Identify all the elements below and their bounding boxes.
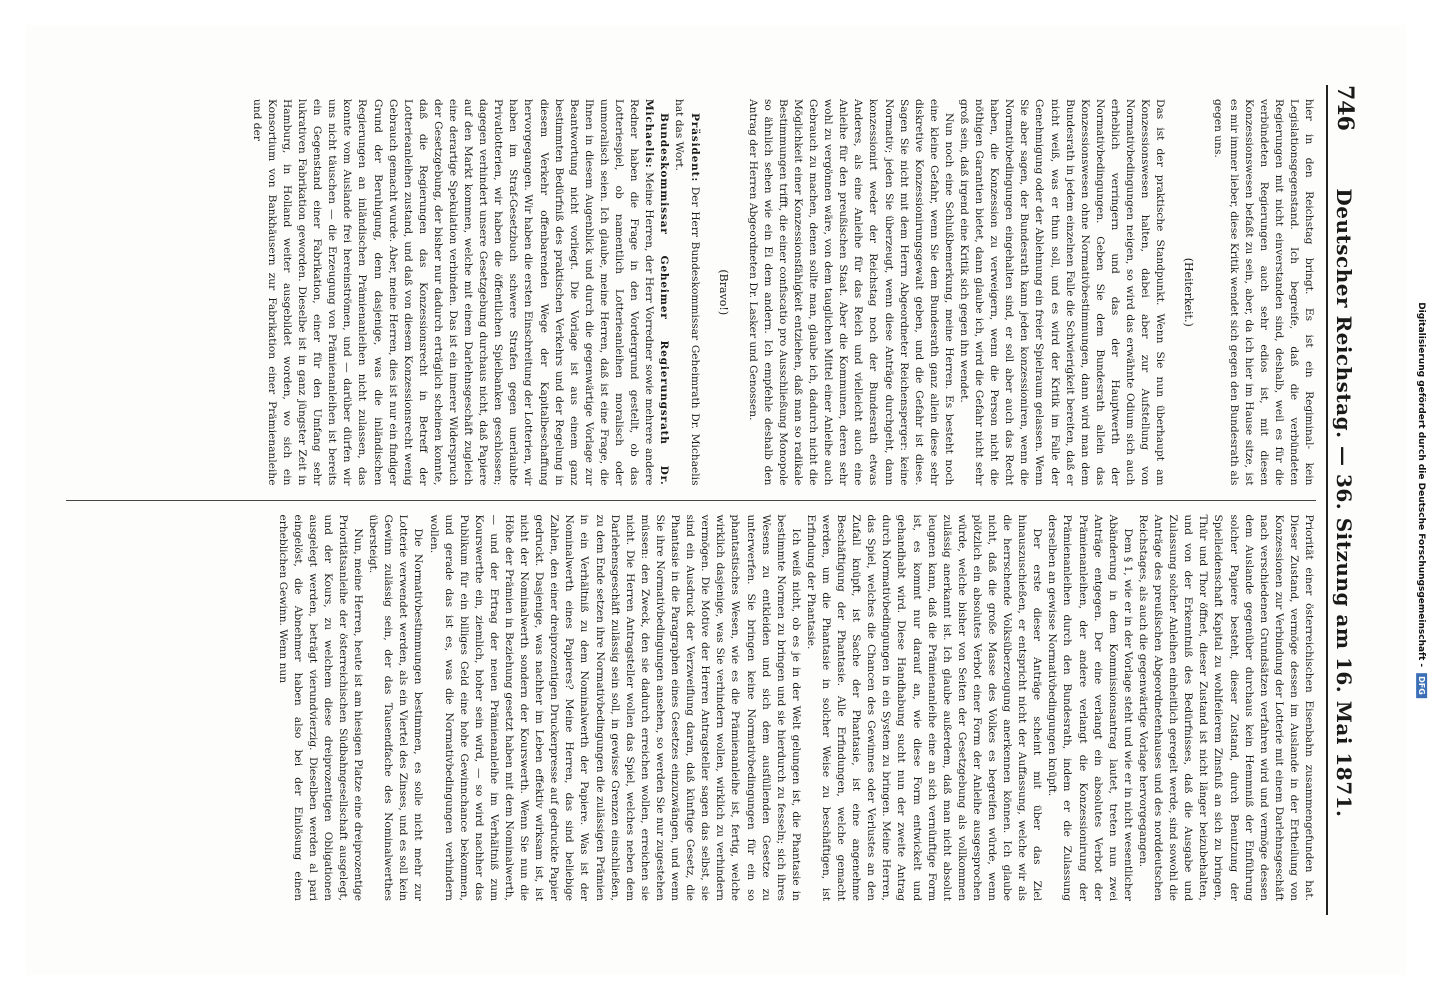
speaker-name: Präsident: [688,113,701,183]
text-columns [66,85,1316,915]
newspaper-page [26,25,1406,975]
paragraph: Ich weiß nicht, ob es je in der Welt gelungen ist, die Phantasie in bestimmte Normen zu bringen und sie hierdurch zu fesseln; sich ihres Wesens zu entkleiden und sich dem ausfüllenden Gesetze zu unterwerfen. Sie bringen keine Normativbedingungen für ein so phantastisches Wesen, wie es die Prämienanleihe ist, fertig, welche wirklich dasjenige, was Sie verhindern wollen, wirklich zu verhindern vermögen. Die Motive der Herren Antragsteller sagen das selbst, sie sind ein Ausdruck der Verzweiflung daran, daß künftige Gesetz, die Phantasie in die Paragraphen eines Gesetzes einzuzwängen, und wenn Sie ihre Normativbedingungen ansehen, so werden Sie nur zugestehen müssen: den Zweck, den sie dadurch erreichen wollen, erreichen sie nicht. Die Herren Antragsteller wollen das Spiel, welches neben dem Darlehensgeschäft zulässig sein soll, in gewisse Grenzen einschließen, zu dem Ende setzen ihre Normativbedingungen die zulässigen Prämien in ein Verhältniß zu dem Nominalwerth der Papiere. Was ist der Nominalwerth eines Papieres? Meine Herren, das sind beliebige Zahlen, den einer dreiprozentigen Druckerpresse auf gedruckte Papier gedruckt. Dasjenige, was nachher im Leben effektiv wirksam ist, ist nicht der Nominalwerth sondern der Kourswerth. Wenn Sie nun die Höhe der Prämien in Beziehung gesetzt haben mit dem Nominalwerth, — und der Ertrag der neuen Prämienanleihe im Verhältniß zum Kourswerthe ein, ziemlich, hoher sein wird, — so wird nachher das Publikum für ein billiges Geld eine hohe Gewinnchance bekommen, und gerade das ist es, was die Normativbedingungen verhindern wollen. [427,514,802,901]
paragraph: Priorität einer österreichischen Eisenbahn zusammengefunden hat. Dieser Zustand, vermöge dessen im Auslande in der Ertheilung von Konzessionen zur Verbindung der Lotterie mit einem Darlehnsgeschäft nach verschiedenen Grundsätzen verfahren wird und vermöge dessen dem Auslande gegenüber durchaus kein Hemmniß der Einführung solcher Papiere besteht, dieser Zustand, durch Benutzung der Spielleidenschaft Kapital zu wohlfeilerem Zinsfuß an sich zu bringen, Thür und Thor öffnet, dieser Zustand ist nicht länger beizubehalten, und von der Erkenntniß des Bedürfnisses, daß die Ausgabe und Zulassung solcher Anleihen einheitlich geregelt werde, sind sowohl die Anträge des preußischen Abgeordnetenhauses und des norddeutschen Reichstages, als auch die gegenwärtige Vorlage hervorgegangen. [1136,514,1315,901]
dfg-logo: DFG [1417,673,1428,698]
paragraph: Nun noch eine Schlußbemerkung, meine Herren. Es besteht noch eine kleine Gefahr, wenn Sie dem Bundesrath ganz allein diese sehr diskretive Konzessionirungsgewalt geben, und die Gefahr ist diese. Sagen Sie nicht mit dem Herrn Abgeordneter Reichensperger: keine Normativ; jeden Sie überzeugt, wenn diese Anträge durchgeht, dann konzessionirt weder der Reichstag noch der Bundesrath etwas Anderes, als eine Anleihe für das Reich und vielleicht auch eine Anleihe für den preußischen Staat. Aber die Kommunen, deren sehr wohl zu vergönnen wäre, von dem tauglichen Mittel einer Anleihe auch Gebrauch zu machen, denen sollte man, glaube ich, dadurch nicht die Möglichkeit einer Konzessionsfähigkeit entziehen, daß man so radikale Bestimmungen trifft, die einer confiscatio pro Ausschließung Monopole so ähnlich sehen wie ein Ei dem andern. Ich empfehle deshalb den Antrag der Herren Abgeordneten Dr. Lasker und Genossen. [746,99,955,486]
speaker-name: Bundeskommissar Geheimer Regierungsrath Dr. Michaelis: [643,99,671,486]
paragraph [249,99,672,486]
paragraph: Nun, meine Herren, heute ist am hiesigen Platze eine dreiprozentige Prioritätsanleihe der österreichischen Südbahngesellschaft ausgelegt, und der Kours, zu welchem diese dreiprozentigen Obligationen ausgelegt werden, beträgt vierundvierzig. Dieselben werden al pari eingelöst, die Abnehmer haben also bei der Einlösung einen erheblichen Gewinn. Wenn nun [276,514,365,901]
speech-text: Meine Herren, der Herr Vorredner sowie mehrere andere Redner haben die Frage in den Vordergrund gestellt, ob das Lotteriespiel, ob namentlich Lotterieanleihen moralisch oder unmoralisch seien. Ich glaube, meine Herren, daß ist eine Frage, die Ihnen in diesem Augenblick und durch die gegenwärtige Vorlage zur Beantwortung nicht vorliegt. Die Vorlage ist aus einem ganz bestimmten Bedürfniß des praktischen Verkehrs und der Regelung in diesem Verkehr offenbarenden Wege der Kapitalbeschaffung hervorgegangen. Wir haben die ersten Einschreitung der Lotterien, wir haben im Straf-Gesetzbuch schwere Strafen gegen unerlaubte Privatlotterien, wir haben die öffentlichen Spielbanken geschlossen; dagegen verhindert unsere Gesetzgebung durchaus nicht, daß Papiere auf den Markt kommen, welche mit einem Darlehnsgeschäft zugleich eine derartige Spekulation verbinden. Das ist ein innerer Widerspruch der Gesetzgebung, der bisher nur dadurch erträglich scheinen konnte, daß die Regierungen das Konzessionsrecht in Betreff der Lotterieanleihen zustand, und daß von diesem Konzessionsrecht wenig Gebrauch gemacht wurde. Aber, meine Herren, dies ist nur ein findiger Grund der Beruhigung, denn dasjenige, was die inländischen Regierungen an inländischen Prämienanleihen nicht zulassen, das konnte vom Auslande frei hereinströmen, und — darüber dürfen wir uns nicht täuschen — die Erzeugung von Prämienanleihen ist bereits ein Gegenstand einer Fabrikation, einer für den Umfang sehr lukrativen Fabrikation geworden. Dieselbe ist in ganz jüngster Zeit in Hamburg, in Holland weiter ausgebildet worden, wo sich ein Konsortium von Bankhäusern zur Fabrikation einer Prämienanleihe und der [250,99,656,486]
page-header [1326,85,1372,915]
speech-text: Der Herr Bundeskommissar Geheimrath Dr. Michaelis hat das Wort. [673,99,701,486]
stage-note: (Heiterkeit.) [1182,257,1196,327]
paragraph: Dem § 1, wie er in der Vorlage steht und wie er in nicht wesentlicher Abänderung in dem Kommissionsantrag lautet, treten nun zwei Anträge entgegen. Der eine verlangt ein absolutes Verbot der Prämienanleihen, der andere verlangt die Konzessionirung der Prämienanleihen durch den Bundesrath, indem er die Zulassung derselben an gewisse Normativbedingungen knüpft. [1046,514,1134,901]
credit-text: Digitalisierung gefördert durch die Deutsche Forschungsgemeinschaft - [1417,302,1427,668]
paragraph: Der erste dieser Anträge scheint mit über das Ziel hinauszuschießen, er entspricht nicht der Auffassung, welche wir als die herrschende Volksüberzeugung anerkennen können. Ich glaube nicht, daß die große Masse des Volkes es begreifen würde, wenn plötzlich ein absolutes Verbot einer Form der Anleihe ausgesprochen würde, welche bisher von Seiten der Gesetzgebung als vollkommen zulässig anerkannt ist. Ich glaube außerdem, daß man nicht absolut leugnen kann, daß die Prämienanleihe eine an sich vernünftige Form ist, es kommt nur darauf an, wie diese Form entwickelt und gehandhabt wird. Diese Handhabung sucht nun der zweite Antrag durch Normativbedingungen in ein System zu bringen. Meine Herren, das Spiel, welches die Chancen des Gewinnes oder Verlustes an den Zufall knüpft, ist Sache der Phantasie, ist eine angenehme Beschäftigung der Phantasie. Alle Erfindungen, welche gemacht werden, um die Phantasie in solcher Weise zu beschäftigen, ist Erfindung der Phantasie. [804,514,1044,901]
paragraph: Das ist der praktische Standpunkt. Wenn Sie nun überhaupt am Konzessionswesen halten, dabei aber zur Aufstellung von Normativbedingungen neigen, so wird das erwähnte Odium sich auch erheblich verringern und das der Hauptwerth der Normativbedingungen. Geben Sie dem Bundesrath allein das Konzessionswesen ohne Normativbestimmungen, dann wird man dem Bundesrath in jedem einzelnen Falle die Schwierigkeit bereiten, daß er nicht weiß, was er thun soll, und es wird der Kritik im Falle der Genehmigung oder der Ablehnung ein freier Spielraum gelassen. Wenn Sie aber sagen, der Bundesrath kann jeden konzessioniren, wenn die Normativbedingungen eingehalten sind, er soll aber auch das Recht haben, die Konzession zu verweigern, wenn die Person nicht die nöthigen Garantien bietet, dann glaube ich, wird die Gefahr nicht sehr groß sein, daß irgend eine Kritik sich gegen ihn wendet. [958,99,1167,486]
right-column [66,500,1316,916]
paragraph: Die Normativbestimmungen bestimmen, es solle nicht mehr zur Lotterie verwendet werden, als ein Viertel des Zinses, und es soll kein Gewinn zulässig sein, der das Tausendfache des Nominalwerthes übersteigt. [367,514,425,901]
paragraph: hier in den Reichstag bringt. Es ist ein Regiminal- kein Legislationsgegenstand. Ich begreife, daß die verbündeten Regierungen mit nicht einverstanden sind, deshalb, weil es für die verbündeten Regierungen auch sehr edios ist, mit diesen Konzessionswesen befaßt zu sein, aber, da ich hier im Hause sitze, ist es mir immer lieber, diese Kritik wendet sich gegen den Bundesrath als gegen uns. [1212,99,1315,486]
left-column [66,85,1316,500]
running-title: Deutscher Reichstag. — 36. Sitzung am 16. Mai 1871. [1332,188,1356,818]
page-number: 746 [1332,85,1358,131]
digitization-credit [1417,302,1428,698]
stage-note: (Bravo!) [716,269,730,316]
paragraph [671,99,701,486]
